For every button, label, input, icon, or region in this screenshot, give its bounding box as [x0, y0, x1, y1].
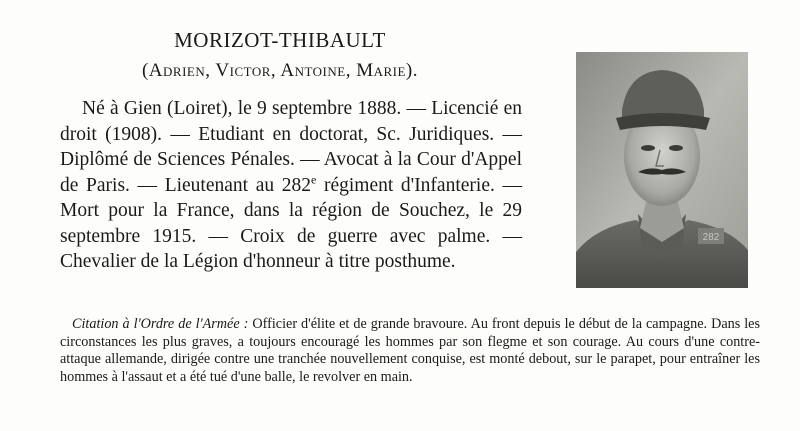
citation-label: Citation à l'Ordre de l'Armée :	[72, 316, 249, 332]
citation-text: Officier d'élite et de grande bravoure. Au front depuis le début de la campagne. Dans les circonstances les plus graves, a toujours encouragé les hommes par son flegme et son courage. Au cours d'une contre-attaque allemande, dirigée contre une tranchée nouvellement conquise, est monté debout, sur le parapet, pour entraîner les hommes à l'assaut et a été tué d'une balle, le revolver en main.	[60, 316, 760, 385]
biography-text-part1: Né à Gien (Loiret), le 9 septembre 1888. — Licencié en droit (1908). — Etudiant en doctorat, Sc. Juridiques. — Diplômé de Sciences Pénales. — Avocat à la Cour d'Appel de Paris. — Lieutenant au 282	[60, 98, 522, 196]
citation-paragraph	[60, 316, 760, 386]
collar-insignia-text: 282	[702, 232, 720, 243]
biography-text-part2: régiment d'Infanterie. — Mort pour la France, dans la région de Souchez, le 29 septembre 1915. — Croix de guerre avec palme. — Chevalier de la Légion d'honneur à titre posthume.	[60, 174, 522, 272]
entry-name: MORIZOT-THIBAULT	[174, 28, 386, 52]
biography-paragraph	[60, 96, 522, 275]
portrait-photo	[576, 52, 748, 288]
entry-given-names: (Adrien, Victor, Antoine, Marie).	[141, 60, 419, 81]
ordinal-superscript: e	[311, 172, 317, 186]
